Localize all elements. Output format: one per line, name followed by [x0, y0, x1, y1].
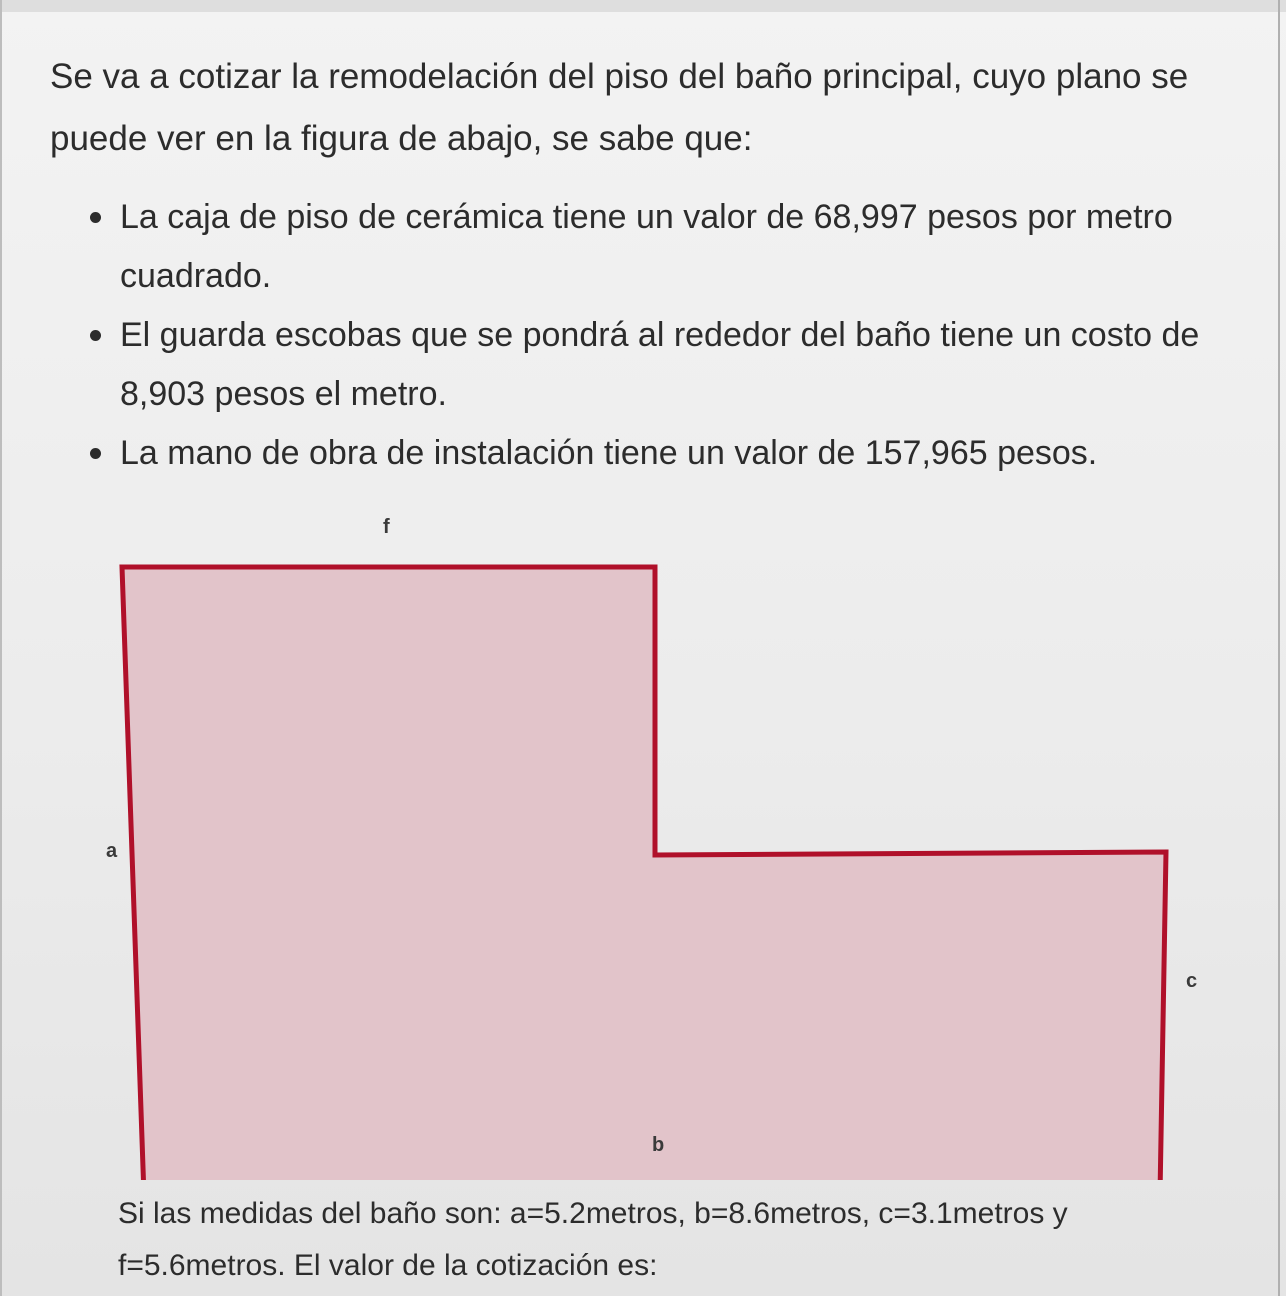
- fact-text: La caja de piso de cerámica tiene un valor de 68,997 pesos por metro cuadrado.: [120, 198, 1173, 295]
- facts-list: [50, 188, 1250, 483]
- fact-item-baseboard-price: [50, 306, 1250, 424]
- dimension-label-b: b: [652, 1134, 665, 1156]
- floor-plan-shape: [122, 567, 1166, 1180]
- question-text: Si las medidas del baño son: a=5.2metros, b=8.6metros, c=3.1metros y f=5.6metros. El valor de la cotización es:: [118, 1197, 1068, 1282]
- floor-plan-svg: [0, 500, 1286, 1180]
- intro-text: Se va a cotizar la remodelación del piso del baño principal, cuyo plano se puede ver en la figura de abajo, se sabe que:: [50, 57, 1189, 158]
- bullet-icon: [90, 212, 101, 223]
- dimension-label-f: f: [383, 516, 390, 538]
- fact-item-tile-price: [50, 188, 1250, 306]
- fact-item-labor-price: [50, 424, 1250, 483]
- fact-text: El guarda escobas que se pondrá al rededor del baño tiene un costo de 8,903 pesos el metro.: [120, 316, 1200, 413]
- fact-text: La mano de obra de instalación tiene un valor de 157,965 pesos.: [120, 434, 1098, 472]
- top-band: [0, 0, 1286, 12]
- dimension-label-c: c: [1186, 970, 1198, 992]
- bullet-icon: [90, 330, 101, 341]
- problem-content: [50, 46, 1250, 483]
- bullet-icon: [90, 448, 101, 459]
- dimension-label-a: a: [106, 840, 118, 862]
- floor-plan-figure: [0, 500, 1286, 1180]
